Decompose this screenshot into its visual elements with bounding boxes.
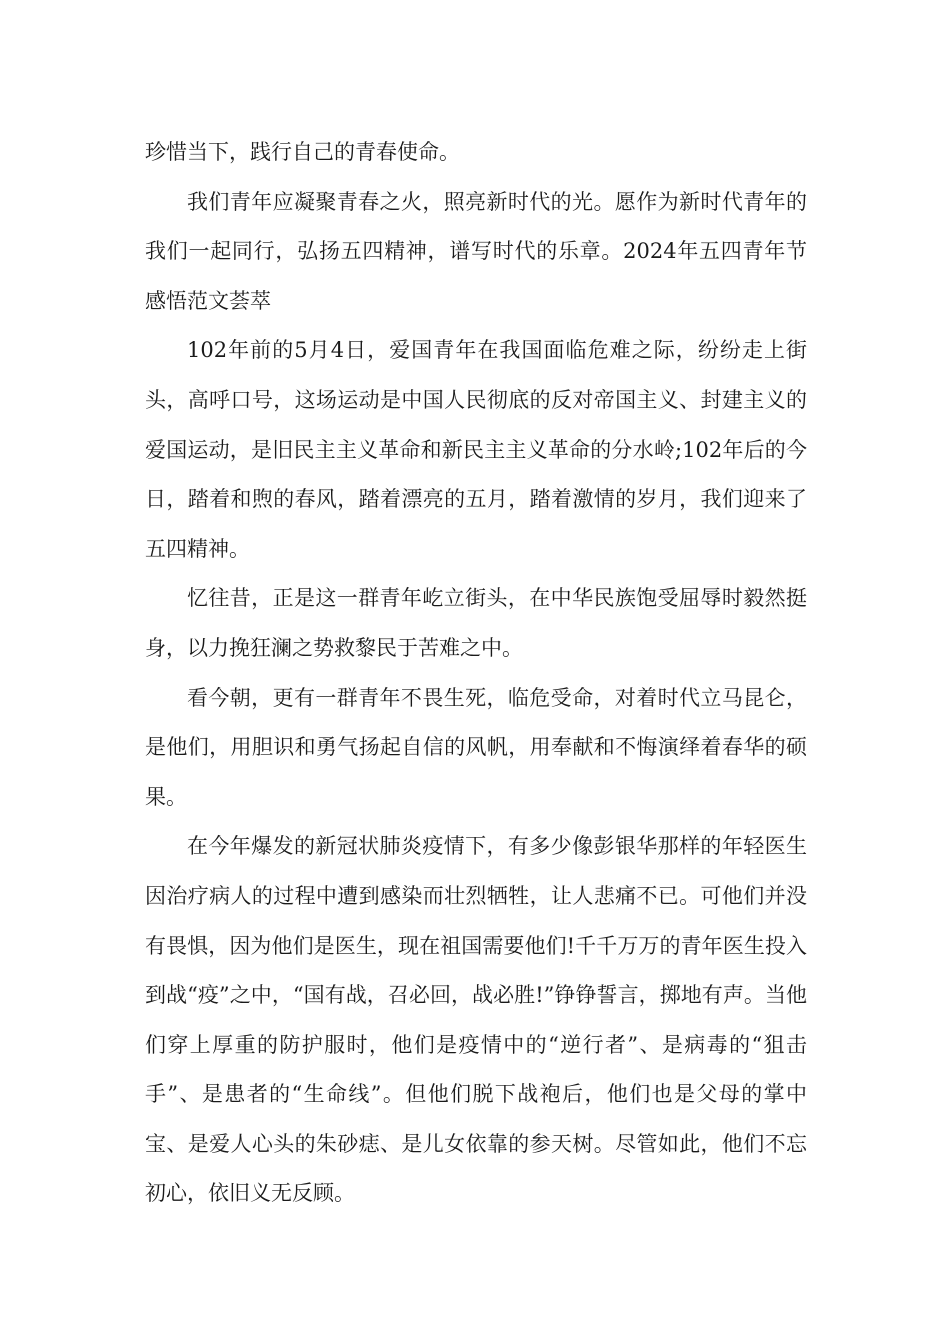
paragraph-pandemic-doctors: 在今年爆发的新冠状肺炎疫情下，有多少像彭银华那样的年轻医生因治疗病人的过程中遭到感染而壮烈牺牲，让人悲痛不已。可他们并没有畏惧，因为他们是医生，现在祖国需要他们!千千万万的青年医生投入到战“疫”之中，“国有战，召必回，战必胜!”铮铮誓言，掷地有声。当他们穿上厚重的防护服时，他们是疫情中的“逆行者”、是病毒的“狙击手”、是患者的“生命线”。但他们脱下战袍后，他们也是父母的掌中宝、是爱人心头的朱砂痣、是儿女依靠的参天树。尽管如此，他们不忘初心，依旧义无反顾。 bbox=[145, 834, 807, 1206]
paragraph-look-today: 看今朝，更有一群青年不畏生死，临危受命，对着时代立马昆仑，是他们，用胆识和勇气扬起自信的风帆，用奉献和不悔演绎着春华的硕果。 bbox=[145, 685, 807, 809]
paragraph-continuation: 珍惜当下，践行自己的青春使命。 bbox=[145, 140, 460, 164]
paragraph-recall-past: 忆往昔，正是这一群青年屹立街头，在中华民族饱受屈辱时毅然挺身，以力挽狂澜之势救黎民于苦难之中。 bbox=[145, 586, 807, 660]
body-text bbox=[145, 128, 807, 1219]
paragraph-may-fourth-history: 102年前的5月4日，爱国青年在我国面临危难之际，纷纷走上街头，高呼口号，这场运动是中国人民彻底的反对帝国主义、封建主义的爱国运动，是旧民主主义革命和新民主主义革命的分水岭;102年后的今日，踏着和煦的春风，踏着漂亮的五月，踏着激情的岁月，我们迎来了五四精神。 bbox=[145, 338, 807, 561]
paragraph-youth-fire: 我们青年应凝聚青春之火，照亮新时代的光。愿作为新时代青年的我们一起同行，弘扬五四精神，谱写时代的乐章。2024年五四青年节感悟范文荟萃 bbox=[145, 189, 807, 313]
